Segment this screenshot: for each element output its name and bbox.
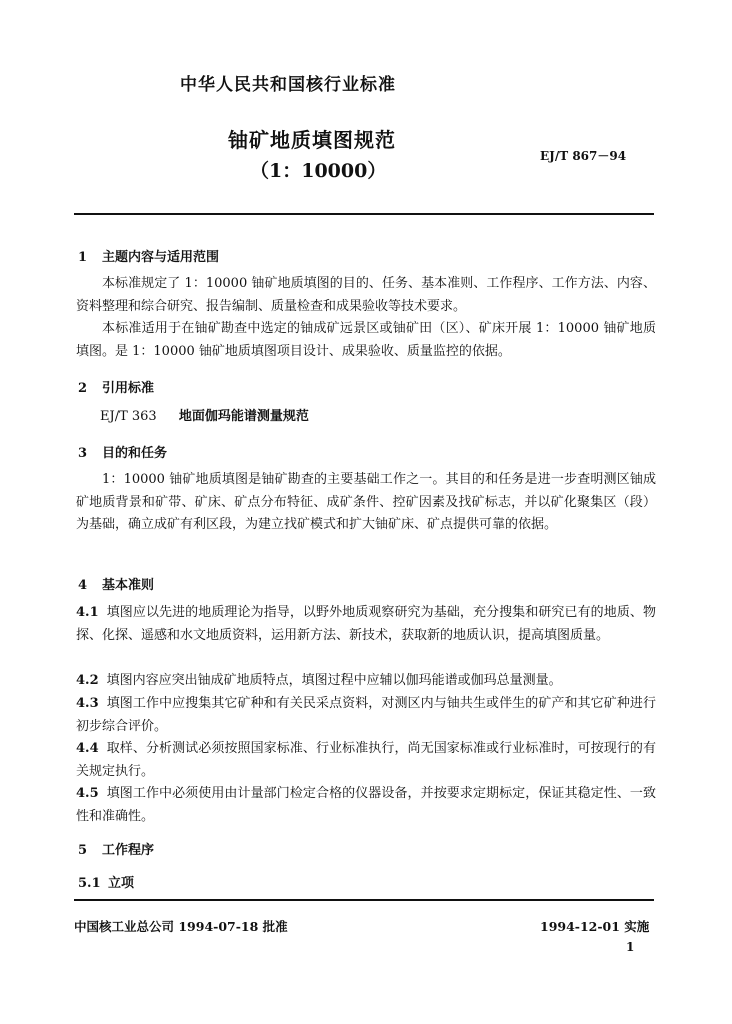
section-5-heading <box>78 839 154 858</box>
scale-subtitle: （1：10000） <box>250 160 387 182</box>
clause-text: 取样、分析测试必须按照国家标准、行业标准执行，尚无国家标准或行业标准时，可按现行的有关规定执行。 <box>76 741 656 779</box>
page-number: 1 <box>626 940 635 954</box>
clause-4-4 <box>76 738 656 783</box>
clause-text: 填图工作中必须使用由计量部门检定合格的仪器设备，并按要求定期标定，保证其稳定性、一致性和准确性。 <box>76 786 656 824</box>
section-title: 目的和任务 <box>102 446 168 461</box>
footer-divider <box>74 899 654 901</box>
section-1-heading <box>78 246 219 265</box>
header-divider <box>74 213 654 215</box>
document-title: 铀矿地质填图规范 <box>228 128 396 152</box>
section-title: 工作程序 <box>102 843 155 858</box>
clause-text: 填图内容应突出铀成矿地质特点，填图过程中应辅以伽玛能谱或伽玛总量测量。 <box>106 673 562 688</box>
clause-number: 4.4 <box>76 741 99 756</box>
clause-4-2 <box>76 670 656 693</box>
clause-number: 4.3 <box>76 696 99 711</box>
section-2-heading <box>78 377 154 396</box>
clause-4-5 <box>76 783 656 828</box>
clause-text: 填图应以先进的地质理论为指导，以野外地质观察研究为基础，充分搜集和研究已有的地质、物探、化探、遥感和水文地质资料，运用新方法、新技术，获取新的地质认识，提高填图质量。 <box>76 605 656 643</box>
section-title: 主题内容与适用范围 <box>102 250 220 265</box>
approval-line: 中国核工业总公司 1994-07-18 批准 <box>74 919 288 934</box>
standard-category: 中华人民共和国核行业标准 <box>180 75 396 95</box>
section-1-paragraph-2: 本标准适用于在铀矿勘查中选定的铀成矿远景区或铀矿田（区）、矿床开展 1：10000 铀矿地质填图。是 1：10000 铀矿地质填图项目设计、成果验收、质量监控的依据。 <box>76 321 656 359</box>
section-number: 3 <box>78 446 88 461</box>
clause-number: 4.2 <box>76 673 99 688</box>
section-number: 4 <box>78 578 88 593</box>
section-title: 引用标准 <box>102 381 155 396</box>
standard-code: EJ/T 867－94 <box>540 149 627 163</box>
section-number: 2 <box>78 381 88 396</box>
section-1-paragraph-1: 本标准规定了 1：10000 铀矿地质填图的目的、任务、基本准则、工作程序、工作方法、内容、资料整理和综合研究、报告编制、质量检查和成果验收等技术要求。 <box>76 276 656 314</box>
clause-4-1 <box>76 602 656 647</box>
normative-reference <box>100 406 600 429</box>
section-number: 1 <box>78 250 88 265</box>
subsection-number: 5.1 <box>78 876 101 891</box>
section-title: 基本准则 <box>102 578 155 593</box>
subsection-5-1-heading <box>78 872 134 891</box>
section-number: 5 <box>78 843 88 858</box>
section-4-heading <box>78 574 154 593</box>
reference-title: 地面伽玛能谱测量规范 <box>178 409 309 424</box>
clause-number: 4.1 <box>76 605 99 620</box>
reference-code: EJ/T 363 <box>100 409 157 424</box>
clause-number: 4.5 <box>76 786 99 801</box>
effective-date: 1994-12-01 实施 <box>540 919 650 934</box>
clause-4-3 <box>76 693 656 738</box>
section-3-heading <box>78 442 167 461</box>
subsection-title: 立项 <box>108 876 135 891</box>
section-3-paragraph: 1：10000 铀矿地质填图是铀矿勘查的主要基础工作之一。其目的和任务是进一步查明测区铀成矿地质背景和矿带、矿床、矿点分布特征、成矿条件、控矿因素及找矿标志，并以矿化聚集区（段）为基础，确立成矿有利区段，为建立找矿模式和扩大铀矿床、矿点提供可靠的依据。 <box>76 472 656 532</box>
clause-text: 填图工作中应搜集其它矿种和有关民采点资料，对测区内与铀共生或伴生的矿产和其它矿种进行初步综合评价。 <box>76 696 656 734</box>
